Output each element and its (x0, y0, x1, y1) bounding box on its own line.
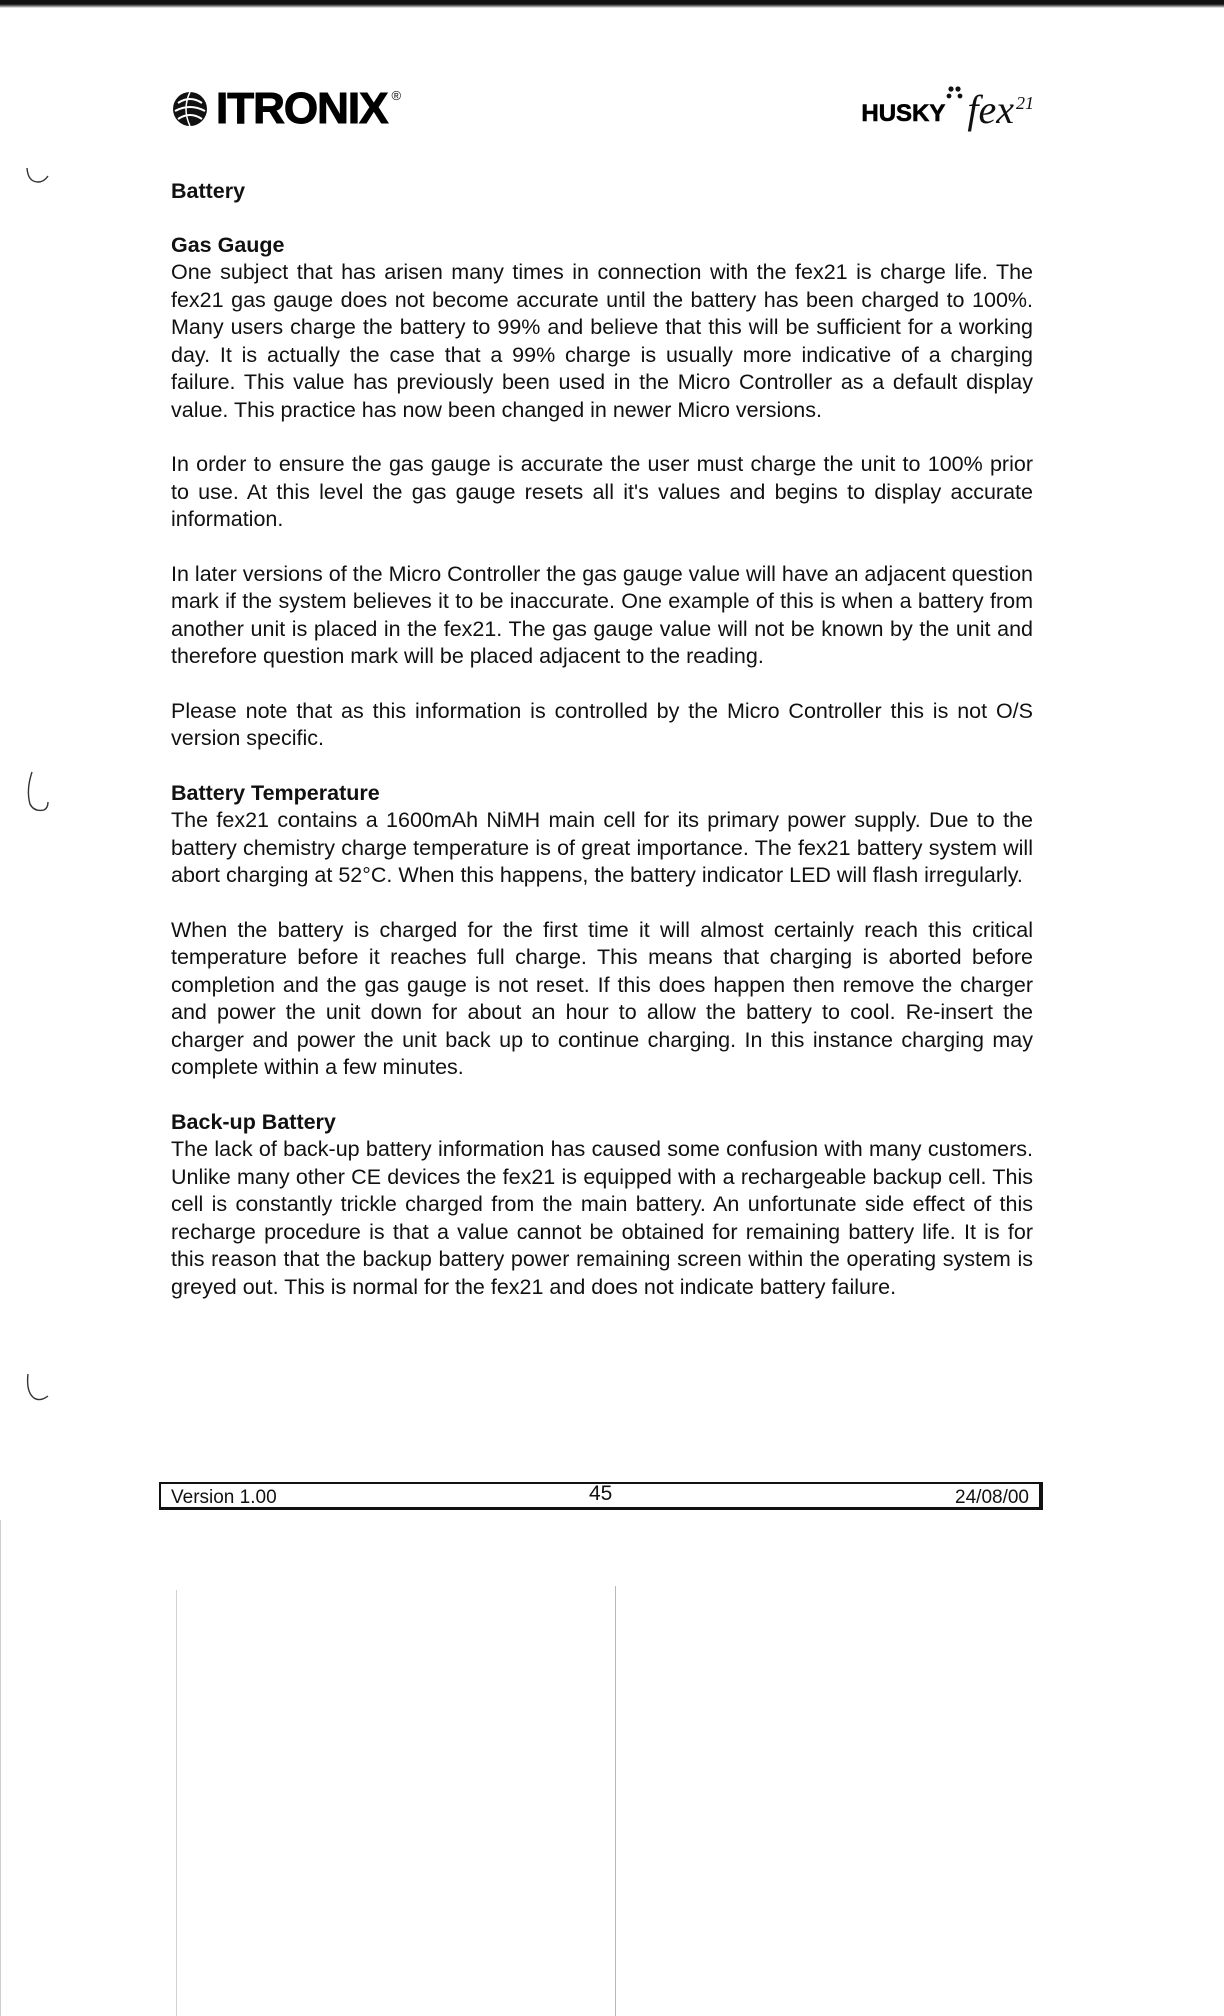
husky-wordmark: HUSKY (861, 100, 946, 127)
gas-gauge-heading: Gas Gauge (171, 232, 285, 257)
model-number: 21 (1016, 93, 1034, 113)
binder-hole-mark-middle (24, 770, 50, 816)
document-body (171, 178, 1033, 1328)
fex-product-name (967, 87, 1034, 132)
itronix-globe-icon (170, 89, 210, 129)
gas-gauge-paragraph-1: One subject that has arisen many times in connection with the fex21 is charge life. The fex21 gas gauge does not become accurate until the battery has been charged to 100%. Many users charge the battery to 99% and believe that this will be sufficient for a working day. It is actually the case that a 99% charge is usually more indicative of a charging failure. This value has previously been used in the Micro Controller as a default display value. This practice has now been changed in newer Micro versions. (171, 260, 1033, 422)
gas-gauge-paragraph-4: Please note that as this information is controlled by the Micro Controller this is not O/S version specific. (171, 698, 1033, 750)
gas-gauge-paragraph-3: In later versions of the Micro Controller the gas gauge value will have an adjacent question mark if the system believes it to be inaccurate. One example of this is when a battery from another unit is placed in the fex21. The gas gauge value will not be known by the unit and therefore question mark will be placed adjacent to the reading. (171, 561, 1033, 668)
page-footer (159, 1482, 1043, 1510)
battery-temperature-paragraph-2: When the battery is charged for the first time it will almost certainly reach this critical temperature before it reaches full charge. This means that charging is aborted before completion and the gas gauge is not reset. If this does happen then remove the charger and power the unit down for about an hour to allow the battery to cool. Re-insert the charger and power the unit back up to continue charging. In this instance charging may complete within a few minutes. (171, 917, 1033, 1079)
itronix-wordmark: ITRONIX (216, 84, 388, 133)
top-scan-edge (0, 0, 1224, 8)
husky-fex21-logo (861, 82, 1034, 132)
binder-hole-mark-top (24, 162, 50, 188)
battery-temperature-heading: Battery Temperature (171, 780, 380, 805)
battery-temperature-paragraph-1: The fex21 contains a 1600mAh NiMH main cell for its primary power supply. Due to the battery chemistry charge temperature is of great importance. The fex21 battery system will abort charging at 52°C. When this happens, the battery indicator LED will flash irregularly. (171, 808, 1033, 887)
footer-version: Version 1.00 (171, 1487, 277, 1508)
scan-line-left-edge (0, 1520, 1, 2016)
scan-line-left (176, 1590, 177, 2016)
paw-print-icon (945, 84, 965, 106)
footer-page-number: 45 (589, 1482, 613, 1505)
scan-line-middle (615, 1586, 616, 2016)
itronix-logo (170, 84, 401, 134)
registered-mark: ® (391, 88, 402, 103)
backup-battery-paragraph-1: The lack of back-up battery information has caused some confusion with many customers. Unlike many other CE devices the fex21 is equipped with a rechargeable backup cell. This cell is constantly trickle charged from the main battery. An unfortunate side effect of this recharge procedure is that a value cannot be obtained for remaining battery life. It is for this reason that the backup battery power remaining screen within the operating system is greyed out. This is normal for the fex21 and does not indicate battery failure. (171, 1137, 1033, 1299)
page-title: Battery (171, 179, 246, 203)
binder-hole-mark-bottom (24, 1372, 50, 1406)
fex-text: fex (967, 87, 1014, 132)
footer-date: 24/08/00 (955, 1487, 1029, 1508)
backup-battery-heading: Back-up Battery (171, 1109, 336, 1134)
gas-gauge-paragraph-2: In order to ensure the gas gauge is accurate the user must charge the unit to 100% prior to use. At this level the gas gauge resets all it's values and begins to display accurate information. (171, 452, 1033, 531)
